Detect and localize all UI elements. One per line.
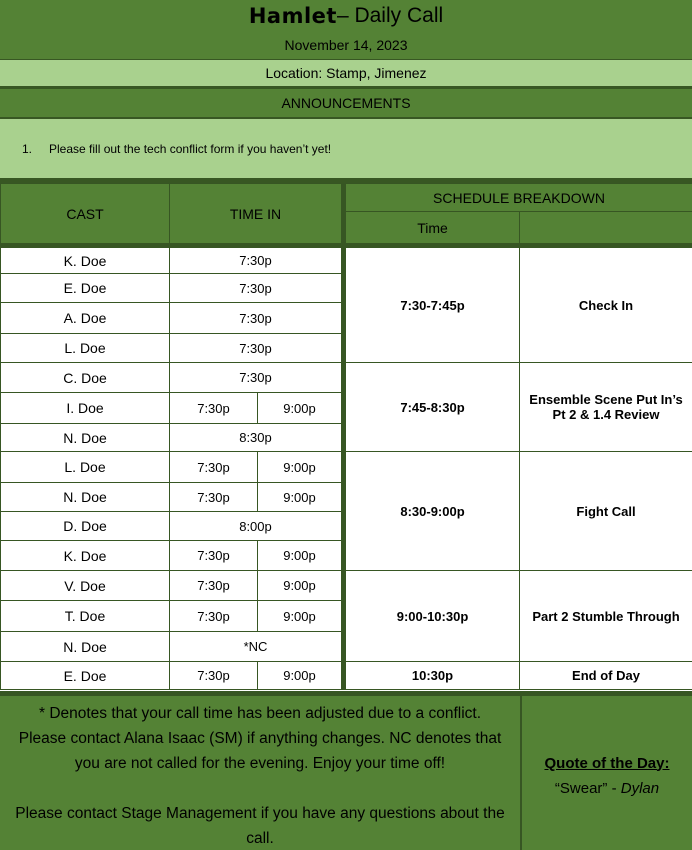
time-in: 7:30p <box>170 393 258 424</box>
schedule-time: 10:30p <box>344 662 520 690</box>
note-line: you are not called for the evening. Enjoy your time off! <box>74 755 446 772</box>
announcement-number: 1. <box>22 141 33 156</box>
cast-name: E. Doe <box>1 662 170 690</box>
cast-name: I. Doe <box>1 393 170 424</box>
cast-name: D. Doe <box>1 512 170 541</box>
schedule-activity <box>520 363 692 452</box>
schedule-activity-line: Pt 2 & 1.4 Review <box>552 407 660 422</box>
note-spacer <box>2 776 518 801</box>
schedule-header: SCHEDULE BREAKDOWN <box>344 184 692 212</box>
schedule-activity: End of Day <box>520 662 692 690</box>
quote-author: Dylan <box>620 779 660 797</box>
time-out: 9:00p <box>258 541 344 571</box>
schedule-activity: Fight Call <box>520 452 692 571</box>
cast-name: L. Doe <box>1 452 170 483</box>
time-in: 7:30p <box>170 452 258 483</box>
cast-name: V. Doe <box>1 571 170 601</box>
quote-body <box>555 780 659 797</box>
time-in: 7:30p <box>170 334 344 363</box>
note-line: * Denotes that your call time has been adjusted due to a conflict. <box>38 705 481 722</box>
call-date-text: November 14, 2023 <box>284 37 408 53</box>
time-in: 7:30p <box>170 662 258 690</box>
page-title <box>0 0 692 31</box>
schedule-time: 7:30-7:45p <box>344 246 520 363</box>
time-out: 9:00p <box>258 571 344 601</box>
time-out: 9:00p <box>258 601 344 632</box>
time-in: 7:30p <box>170 363 344 393</box>
time-in: 7:30p <box>170 571 258 601</box>
cast-name: C. Doe <box>1 363 170 393</box>
time-out: 9:00p <box>258 452 344 483</box>
cast-name: N. Doe <box>1 424 170 452</box>
time-in: 7:30p <box>170 303 344 334</box>
cast-name: K. Doe <box>1 541 170 571</box>
quote-text: “Swear” - <box>554 779 621 797</box>
time-out: 9:00p <box>258 393 344 424</box>
schedule-time: 8:30-9:00p <box>344 452 520 571</box>
quote-title: Quote of the Day: <box>544 754 670 772</box>
schedule-time: 7:45-8:30p <box>344 363 520 452</box>
time-in: 7:30p <box>170 541 258 571</box>
cast-name: K. Doe <box>1 246 170 274</box>
announcements-heading-text: ANNOUNCEMENTS <box>281 95 411 111</box>
cast-header: CAST <box>1 184 170 246</box>
time-subheader: Time <box>344 212 520 246</box>
announcement-text: Please fill out the tech conflict form if you haven’t yet! <box>49 141 332 156</box>
contact-line: Please contact Stage Management if you have any questions about the <box>15 805 505 822</box>
cast-name: N. Doe <box>1 483 170 512</box>
announcements-heading <box>0 87 692 117</box>
time-in: 7:30p <box>170 483 258 512</box>
time-in: 8:30p <box>170 424 344 452</box>
time-in-header: TIME IN <box>170 184 344 246</box>
call-date <box>0 31 692 59</box>
location-bar <box>0 59 692 87</box>
quote-of-the-day <box>522 696 692 850</box>
time-in: 7:30p <box>170 274 344 303</box>
time-in: 8:00p <box>170 512 344 541</box>
time-in: 7:30p <box>170 601 258 632</box>
time-out: 9:00p <box>258 662 344 690</box>
contact-line: call. <box>246 830 274 847</box>
cast-name: A. Doe <box>1 303 170 334</box>
note-line: Please contact Alana Isaac (SM) if anything changes. NC denotes that <box>18 730 502 747</box>
footer-note <box>0 701 520 850</box>
activity-subheader <box>520 212 692 246</box>
schedule-activity: Part 2 Stumble Through <box>520 571 692 662</box>
time-in: *NC <box>170 632 344 662</box>
schedule-activity-line: Ensemble Scene Put In’s <box>529 392 683 407</box>
show-title: Hamlet <box>248 3 337 28</box>
announcement-item <box>0 117 692 178</box>
call-table <box>0 183 692 690</box>
location-text: Location: Stamp, Jimenez <box>265 65 427 81</box>
schedule-activity: Check In <box>520 246 692 363</box>
time-out: 9:00p <box>258 483 344 512</box>
footer <box>0 691 692 850</box>
schedule-time: 9:00-10:30p <box>344 571 520 662</box>
cast-name: L. Doe <box>1 334 170 363</box>
cast-name: T. Doe <box>1 601 170 632</box>
cast-name: N. Doe <box>1 632 170 662</box>
time-in: 7:30p <box>170 246 344 274</box>
cast-name: E. Doe <box>1 274 170 303</box>
title-suffix: – Daily Call <box>336 3 444 27</box>
